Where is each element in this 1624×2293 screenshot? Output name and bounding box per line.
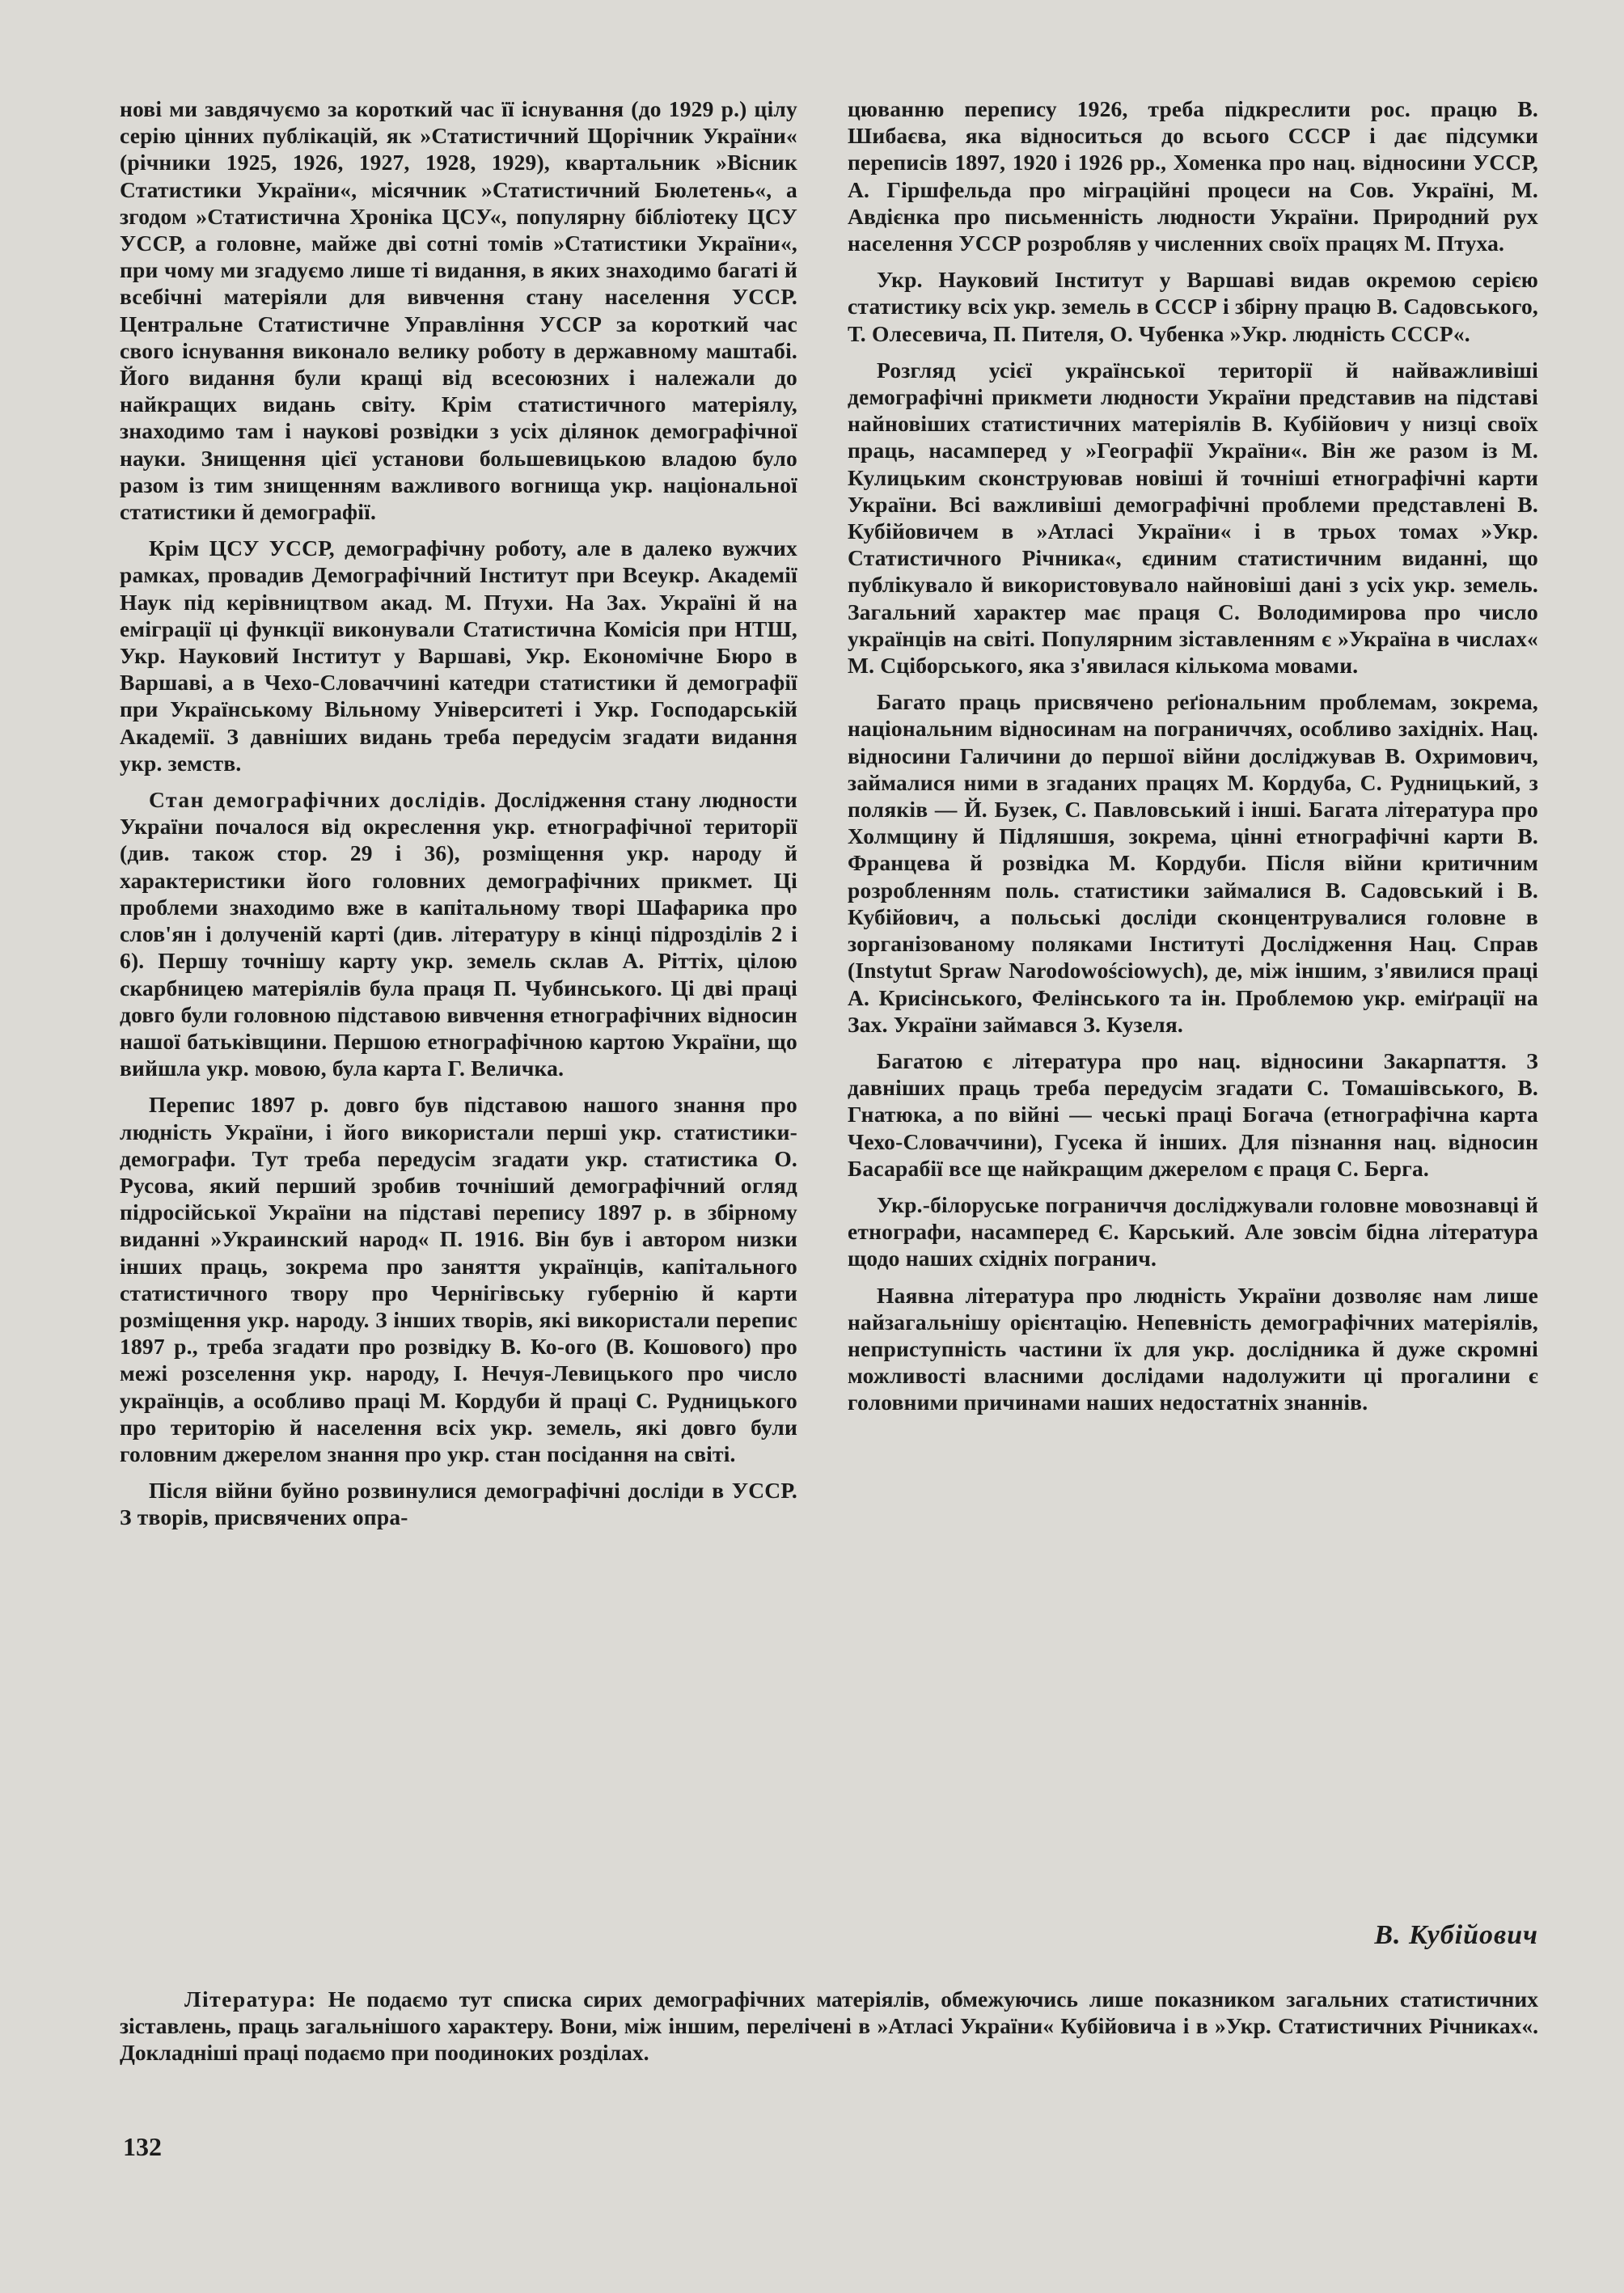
paragraph: Наявна література про людність України дозволяє нам лише найзагальнішу орієнтацію. Непевність демографічних матеріялів, неприступність частини їх для укр. дослідника й дуже скромні можливості власними дослідами надолужити ці прогалини є головними причинами наших недостатніх знаннів. <box>848 1282 1538 1415</box>
paragraph <box>120 786 797 1081</box>
left-column <box>120 95 797 1541</box>
literature-label: Література: <box>184 1986 317 2012</box>
page-number: 132 <box>123 2132 162 2161</box>
paragraph: Перепис 1897 р. довго був підставою нашого знання про людність України, і його використали перші укр. статистики-демографи. Тут треба передусім згадати укр. статистика О. Русова, який перший зробив точніший демографічний огляд підросійської України на підставі перепису 1897 р. в збірному виданні »Украинский народ« П. 1916. Він був і автором низки інших праць, зокрема про заняття українців, капітального статистичного твору про Чернігівську губернію й карти розміщення укр. народу. З інших творів, які використали перепис 1897 р., треба згадати про розвідку В. Ко-ого (В. Кошового) про межі розселення укр. народу, І. Нечуя-Левицького про число українців, а особливо праці М. Кордуби й праці С. Рудницького про територію й населення всіх укр. земель, які довго були головним джерелом знання про укр. стан посідання на світі. <box>120 1092 797 1466</box>
paragraph-text: Дослідження стану людности України почалося від окреслення укр. етнографічної території (див. також стор. 29 і 36), розміщення укр. народу й характеристики його головних демографічних прикмет. Ці проблеми знаходимо вже в капітальному творі Шафарика про слов'ян і долученій карті (див. літературу в кінці підрозділів 2 і 6). Першу точнішу карту укр. земель склав А. Ріттіх, цілою скарбницею матеріялів була праця П. Чубинського. Ці дві праці довго були головною підставою вивчення етнографічних відносин нашої батьківщини. Першою етнографічною картою України, що вийшла укр. мовою, була карта Г. Величка. <box>120 787 797 1081</box>
paragraph: Крім ЦСУ УССР, демографічну роботу, але в далеко вужчих рамках, провадив Демографічний Інститут при Всеукр. Академії Наук під керівництвом акад. М. Птухи. На Зах. Україні й на еміграції ці функції виконували Статистична Комісія при НТШ, Укр. Науковий Інститут у Варшаві, Укр. Економічне Бюро в Варшаві, а в Чехо-Словаччині катедри статистики й демографії при Українському Вільному Університеті і Укр. Господарській Академії. З давніших видань треба передусім згадати видання укр. земств. <box>120 535 797 776</box>
paragraph: Укр. Науковий Інститут у Варшаві видав окремою серією статистику всіх укр. земель в СССР і збірну працю В. Садовського, Т. Олесевича, П. Пителя, О. Чубенка »Укр. людність СССР«. <box>848 267 1538 346</box>
paragraph: Багатою є література про нац. відносини Закарпаття. З давніших праць треба передусім згадати С. Томашівського, В. Гнатюка, а по війні — чеські праці Богача (етнографічна карта Чехо-Словаччини), Гусека й інших. Для пізнання нац. відносин Басарабії все ще найкращим джерелом є праця С. Берга. <box>848 1047 1538 1181</box>
paragraph: нові ми завдячуємо за короткий час її існування (до 1929 р.) цілу серію цінних публікацій, як »Статистичний Щорічник України« (річники 1925, 1926, 1927, 1928, 1929), квартальник »Вісник Статистики України«, місячник »Статистичний Бюлетень«, а згодом »Статистична Хроніка ЦСУ«, популярну бібліотеку ЦСУ УССР, а головне, майже дві сотні томів »Статистики України«, при чому ми згадуємо лише ті видання, в яких знаходимо багаті й всебічні матеріяли для вивчення стану населення УССР. Центральне Статистичне Управління УССР за короткий час свого існування виконало велику роботу в державному маштабі. Його видання були кращі від всесоюзних і належали до найкращих видань світу. Крім статистичного матеріялу, знаходимо там і наукові розвідки з усіх ділянок демографічної науки. Знищення цієї установи большевицькою владою було разом із тим знищенням важливого вогнища укр. національної статистики й демографії. <box>120 96 797 525</box>
right-column <box>848 95 1538 1426</box>
author-signature: В. Кубійович <box>1374 1920 1538 1950</box>
paragraph: цюванню перепису 1926, треба підкреслити рос. працю В. Шибаєва, яка відноситься до всього СССР і дає підсумки переписів 1897, 1920 і 1926 рр., Хоменка про нац. відносини УССР, А. Гіршфельда про міграційні процеси на Сов. Україні, М. Авдієнка про письменність людности України. Природний рух населення УССР розробляв у численних своїх працях М. Птуха. <box>848 96 1538 256</box>
paragraph: Багато праць присвячено реґіональним проблемам, зокрема, національним відносинам на пограниччях, особливо західніх. Нац. відносини Галичини до першої війни досліджував В. Охримович, займалися ними в згаданих працях М. Кордуба, С. Рудницький, з поляків — Й. Бузек, С. Павловський і інші. Багата література про Холмщину й Підляшшя, зокрема, цінні етнографічні карти В. Францева й розвідка М. Кордуби. Після війни критичним розробленням поль. статистики займалися В. Садовський і В. Кубійович, а польські досліди сконцентрувалися головне в зорганізованому поляками Інституті Дослідження Нац. Справ (Instytut Spraw Narodowościowych), де, між іншим, з'явилися праці А. Крисінського, Фелінського та ін. Проблемою укр. еміґрації на Зах. України займався З. Кузеля. <box>848 689 1538 1037</box>
literature-note <box>120 1986 1538 2067</box>
paragraph: Після війни буйно розвинулися демографічні досліди в УССР. З творів, присвячених опра- <box>120 1478 797 1530</box>
paragraph: Розгляд усієї української території й найважливіші демографічні прикмети людности України представив на підставі найновіших статистичних матеріялів В. Кубійович у низці своїх праць, насамперед у »Географії України«. Він же разом із М. Кулицьким сконструював новіші й точніші етнографічні карти України. Всі важливіші демографічні проблеми представлені В. Кубійовичем в »Атласі України« і в трьох томах »Укр. Статистичного Річника«, єдиним статистичним виданні, що публікувало й використовувало найновіші дані з усіх укр. земель. Загальний характер має праця С. Володимирова про число українців на світі. Популярним зіставленням є »Україна в числах« М. Сціборського, яка з'явилася кількома мовами. <box>848 357 1538 679</box>
section-heading: Стан демографічних дослідів. <box>149 787 487 813</box>
literature-text: Не подаємо тут списка сирих демографічних матеріялів, обмежуючись лише показником загальних статистичних зіставлень, праць загальнішого характеру. Вони, між іншим, перелічені в »Атласі України« Кубійовича і в »Укр. Статистичних Річниках«. Докладніші праці подаємо при поодиноких розділах. <box>120 1986 1538 2066</box>
paragraph: Укр.-білоруське пограниччя досліджували головне мовознавці й етнографи, насамперед Є. Карський. Але зовсім бідна література щодо наших східніх погранич. <box>848 1191 1538 1271</box>
